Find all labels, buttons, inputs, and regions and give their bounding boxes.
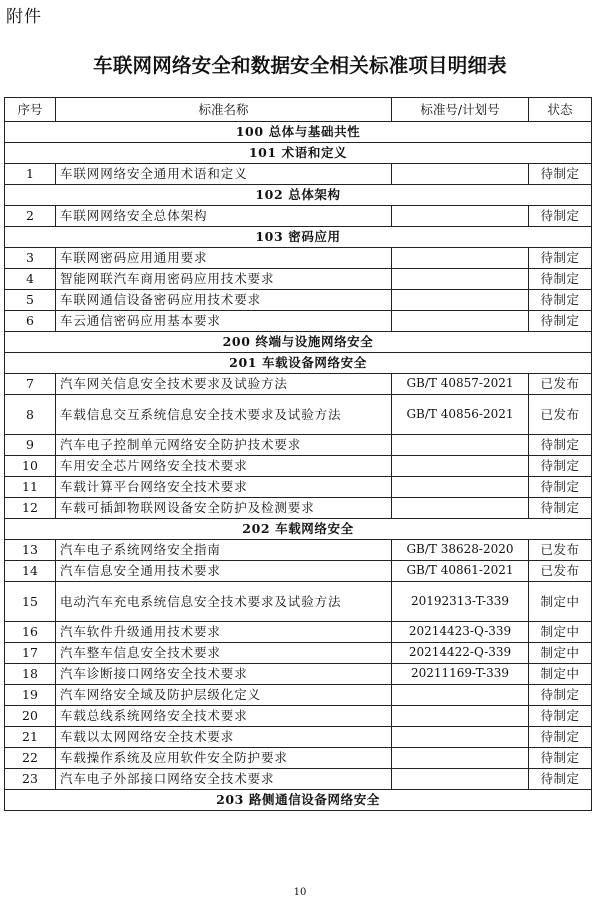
row-number: 1 (5, 164, 56, 185)
table-row (5, 769, 592, 790)
standard-code (392, 164, 529, 185)
row-number: 20 (5, 706, 56, 727)
row-number: 10 (5, 456, 56, 477)
standard-code (392, 769, 529, 790)
row-number: 4 (5, 269, 56, 290)
table-row (5, 164, 592, 185)
row-number: 5 (5, 290, 56, 311)
section-row (5, 332, 592, 353)
standard-name: 智能网联汽车商用密码应用技术要求 (56, 269, 392, 290)
page-number: 10 (293, 887, 307, 898)
status-cell: 待制定 (529, 164, 592, 185)
status-cell: 待制定 (529, 435, 592, 456)
standard-name: 车云通信密码应用基本要求 (56, 311, 392, 332)
standard-code (392, 748, 529, 769)
standard-name: 汽车网络安全域及防护层级化定义 (56, 685, 392, 706)
row-number: 9 (5, 435, 56, 456)
header-code: 标准号/计划号 (392, 98, 529, 122)
section-row (5, 227, 592, 248)
section-row (5, 143, 592, 164)
section-row (5, 353, 592, 374)
standard-code: 20214422-Q-339 (392, 643, 529, 664)
row-number: 23 (5, 769, 56, 790)
status-cell: 待制定 (529, 248, 592, 269)
standard-code (392, 727, 529, 748)
standard-code (392, 269, 529, 290)
standard-name: 汽车电子控制单元网络安全防护技术要求 (56, 435, 392, 456)
table-row (5, 206, 592, 227)
header-name: 标准名称 (56, 98, 392, 122)
row-number: 18 (5, 664, 56, 685)
standard-name: 车载以太网网络安全技术要求 (56, 727, 392, 748)
status-cell: 制定中 (529, 582, 592, 622)
table-row (5, 395, 592, 435)
row-number: 12 (5, 498, 56, 519)
table-row (5, 643, 592, 664)
row-number: 19 (5, 685, 56, 706)
standard-code (392, 477, 529, 498)
table-row (5, 498, 592, 519)
table-row (5, 290, 592, 311)
standard-code: GB/T 40861-2021 (392, 561, 529, 582)
table-row (5, 582, 592, 622)
standard-code (392, 206, 529, 227)
standard-code: GB/T 38628-2020 (392, 540, 529, 561)
page-title: 车联网网络安全和数据安全相关标准项目明细表 (93, 54, 507, 77)
standard-name: 汽车电子系统网络安全指南 (56, 540, 392, 561)
table-row (5, 269, 592, 290)
status-cell: 制定中 (529, 643, 592, 664)
row-number: 13 (5, 540, 56, 561)
section-label: 201 车载设备网络安全 (5, 353, 592, 374)
table-row (5, 311, 592, 332)
standards-table (4, 97, 592, 811)
standard-name: 汽车诊断接口网络安全技术要求 (56, 664, 392, 685)
row-number: 15 (5, 582, 56, 622)
section-label: 200 终端与设施网络安全 (5, 332, 592, 353)
standard-name: 车载信息交互系统信息安全技术要求及试验方法 (56, 395, 392, 435)
standard-code (392, 498, 529, 519)
standard-name: 汽车信息安全通用技术要求 (56, 561, 392, 582)
standard-name: 电动汽车充电系统信息安全技术要求及试验方法 (56, 582, 392, 622)
standard-code (392, 685, 529, 706)
table-row (5, 685, 592, 706)
standard-name: 汽车软件升级通用技术要求 (56, 622, 392, 643)
status-cell: 待制定 (529, 498, 592, 519)
table-body (5, 122, 592, 811)
standard-name: 汽车电子外部接口网络安全技术要求 (56, 769, 392, 790)
row-number: 14 (5, 561, 56, 582)
section-row (5, 185, 592, 206)
standard-code (392, 248, 529, 269)
row-number: 17 (5, 643, 56, 664)
standard-name: 车载可插卸物联网设备安全防护及检测要求 (56, 498, 392, 519)
status-cell: 待制定 (529, 477, 592, 498)
standard-name: 车联网密码应用通用要求 (56, 248, 392, 269)
status-cell: 待制定 (529, 456, 592, 477)
section-label: 102 总体架构 (5, 185, 592, 206)
standard-name: 车联网网络安全通用术语和定义 (56, 164, 392, 185)
table-row (5, 748, 592, 769)
header-no: 序号 (5, 98, 56, 122)
standard-code: GB/T 40857-2021 (392, 374, 529, 395)
standard-code: 20211169-T-339 (392, 664, 529, 685)
table-row (5, 374, 592, 395)
row-number: 7 (5, 374, 56, 395)
section-label: 101 术语和定义 (5, 143, 592, 164)
standard-name: 车联网网络安全总体架构 (56, 206, 392, 227)
standard-code (392, 290, 529, 311)
section-row (5, 122, 592, 143)
status-cell: 制定中 (529, 622, 592, 643)
table-row (5, 248, 592, 269)
standard-code (392, 706, 529, 727)
section-label: 103 密码应用 (5, 227, 592, 248)
status-cell: 待制定 (529, 685, 592, 706)
standard-code: 20214423-Q-339 (392, 622, 529, 643)
status-cell: 待制定 (529, 727, 592, 748)
row-number: 6 (5, 311, 56, 332)
status-cell: 已发布 (529, 374, 592, 395)
table-row (5, 706, 592, 727)
table-row (5, 727, 592, 748)
section-row (5, 790, 592, 811)
status-cell: 待制定 (529, 769, 592, 790)
attachment-label: 附件 (6, 7, 42, 27)
row-number: 16 (5, 622, 56, 643)
standard-name: 车载计算平台网络安全技术要求 (56, 477, 392, 498)
status-cell: 待制定 (529, 269, 592, 290)
section-row (5, 519, 592, 540)
table-row (5, 664, 592, 685)
header-status: 状态 (529, 98, 592, 122)
standard-code: 20192313-T-339 (392, 582, 529, 622)
status-cell: 待制定 (529, 206, 592, 227)
table-row (5, 540, 592, 561)
table-row (5, 435, 592, 456)
status-cell: 待制定 (529, 311, 592, 332)
status-cell: 已发布 (529, 395, 592, 435)
row-number: 2 (5, 206, 56, 227)
standard-name: 汽车网关信息安全技术要求及试验方法 (56, 374, 392, 395)
status-cell: 待制定 (529, 290, 592, 311)
standard-name: 车载操作系统及应用软件安全防护要求 (56, 748, 392, 769)
standard-code (392, 435, 529, 456)
status-cell: 待制定 (529, 748, 592, 769)
table-row (5, 561, 592, 582)
status-cell: 已发布 (529, 540, 592, 561)
table-row (5, 622, 592, 643)
table-header-row (5, 98, 592, 122)
table-row (5, 456, 592, 477)
section-label: 100 总体与基础共性 (5, 122, 592, 143)
row-number: 3 (5, 248, 56, 269)
status-cell: 已发布 (529, 561, 592, 582)
standard-code: GB/T 40856-2021 (392, 395, 529, 435)
status-cell: 待制定 (529, 706, 592, 727)
standard-name: 汽车整车信息安全技术要求 (56, 643, 392, 664)
row-number: 21 (5, 727, 56, 748)
row-number: 11 (5, 477, 56, 498)
row-number: 8 (5, 395, 56, 435)
table-row (5, 477, 592, 498)
standard-name: 车载总线系统网络安全技术要求 (56, 706, 392, 727)
standard-code (392, 311, 529, 332)
standard-code (392, 456, 529, 477)
section-label: 202 车载网络安全 (5, 519, 592, 540)
section-label: 203 路侧通信设备网络安全 (5, 790, 592, 811)
standard-name: 车用安全芯片网络安全技术要求 (56, 456, 392, 477)
standard-name: 车联网通信设备密码应用技术要求 (56, 290, 392, 311)
row-number: 22 (5, 748, 56, 769)
status-cell: 制定中 (529, 664, 592, 685)
